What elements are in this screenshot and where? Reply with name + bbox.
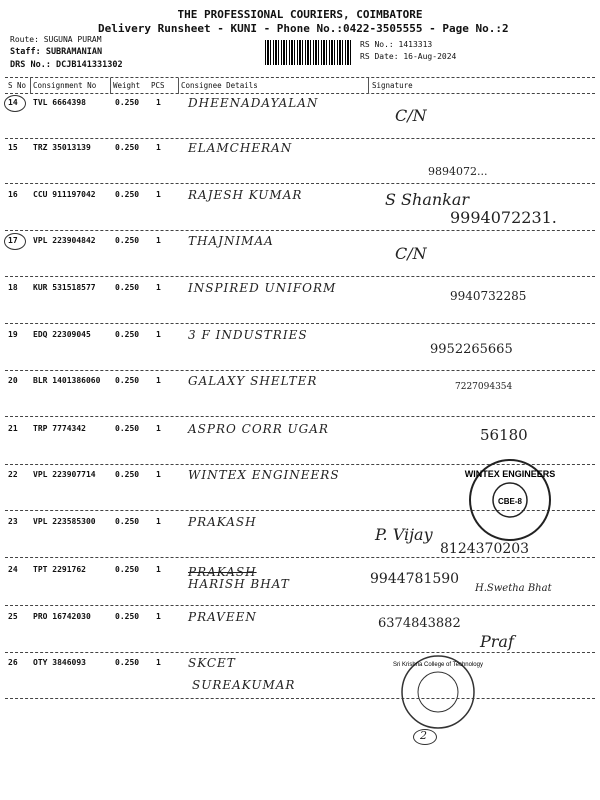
row-consignment: VPL 223904842: [33, 236, 96, 245]
row-pcs: 1: [156, 565, 161, 574]
row-consignee: RAJESH KUMAR: [188, 188, 303, 202]
row-sno: 20: [8, 376, 18, 385]
row-phone: 9940732285: [450, 289, 527, 303]
row-signature: S Shankar: [385, 190, 470, 209]
row-sno: 16: [8, 190, 18, 199]
row-signature: C/N: [395, 106, 427, 125]
row-sno: 21: [8, 424, 18, 433]
struck-consignee: PRAKASH: [188, 565, 257, 579]
row-consignment: VPL 223907714: [33, 470, 96, 479]
row-weight: 0.250: [115, 283, 140, 292]
row-consignee: HARISH BHAT: [188, 577, 290, 591]
row-weight: 0.250: [115, 330, 140, 339]
wintex-stamp-text: WINTEX ENGINEERS: [464, 469, 556, 479]
row-pcs: 1: [156, 424, 161, 433]
row-pcs: 1: [156, 190, 161, 199]
row-divider: [5, 605, 595, 606]
rs-number: RS No.: 1413313: [360, 40, 433, 49]
row-weight: 0.250: [115, 143, 140, 152]
wintex-stamp: [465, 455, 555, 545]
row-weight: 0.250: [115, 612, 140, 621]
col-signature: Signature: [372, 81, 413, 90]
row-phone: 9944781590: [370, 571, 460, 587]
row-divider: [5, 370, 595, 371]
row-consignee: PRAKASH: [188, 515, 257, 529]
col-divider: [178, 78, 179, 94]
row-sno: 19: [8, 330, 18, 339]
row-divider: [5, 416, 595, 417]
row-weight: 0.250: [115, 517, 140, 526]
col-consignee: Consignee Details: [181, 81, 258, 90]
row-sno: 25: [8, 612, 18, 621]
row-weight: 0.250: [115, 98, 140, 107]
row-consignee: ASPRO CORR UGAR: [188, 422, 329, 436]
row-divider: [5, 276, 595, 277]
row-consignee: SKCET: [188, 656, 236, 670]
row-consignment: TRZ 35013139: [33, 143, 91, 152]
college-stamp: [393, 652, 483, 732]
row-sno: 17: [8, 236, 18, 245]
row-sno: 18: [8, 283, 18, 292]
col-divider: [110, 78, 111, 94]
row-pcs: 1: [156, 283, 161, 292]
row-pcs: 1: [156, 658, 161, 667]
row-signature: Praf: [480, 632, 514, 651]
row-weight: 0.250: [115, 565, 140, 574]
row-pcs: 1: [156, 517, 161, 526]
row-weight: 0.250: [115, 424, 140, 433]
table-top-rule: [5, 77, 595, 78]
row-phone: 9894072...: [428, 165, 488, 178]
col-sno: S No: [8, 81, 27, 90]
row-sno: 24: [8, 565, 18, 574]
consignee-second-line: SUREAKUMAR: [192, 678, 296, 692]
staff-label: Staff: SUBRAMANIAN: [10, 47, 103, 57]
row-divider: [5, 557, 595, 558]
row-sno: 15: [8, 143, 18, 152]
row-weight: 0.250: [115, 470, 140, 479]
row-pcs: 1: [156, 376, 161, 385]
row-pcs: 1: [156, 236, 161, 245]
table-header-rule: [5, 93, 595, 94]
row-signature: C/N: [395, 244, 427, 263]
row-consignee: WINTEX ENGINEERS: [188, 468, 340, 482]
col-divider: [30, 78, 31, 94]
row-consignee: PRAVEEN: [188, 610, 257, 624]
row-consignment: KUR 531518577: [33, 283, 96, 292]
row-sno: 22: [8, 470, 18, 479]
row-divider: [5, 138, 595, 139]
barcode: [265, 40, 353, 65]
row-sno: 14: [8, 98, 18, 107]
row-weight: 0.250: [115, 190, 140, 199]
row-divider: [5, 323, 595, 324]
row-consignment: PRO 16742030: [33, 612, 91, 621]
row-phone: 6374843882: [378, 616, 461, 631]
row-consignee: GALAXY SHELTER: [188, 374, 318, 388]
row-consignee: THAJNIMAA: [188, 234, 274, 248]
row-divider: [5, 183, 595, 184]
row-pcs: 1: [156, 470, 161, 479]
row-sno: 23: [8, 517, 18, 526]
row-signature: P. Vijay: [375, 525, 433, 544]
rs-date: RS Date: 16-Aug-2024: [360, 52, 457, 61]
row-consignment: TRP 7774342: [33, 424, 86, 433]
wintex-stamp-inner: CBE-8: [497, 497, 523, 506]
row-consignee: ELAMCHERAN: [188, 141, 293, 155]
row-sno: 26: [8, 658, 18, 667]
row-consignment: TPT 2291762: [33, 565, 86, 574]
row-consignee: INSPIRED UNIFORM: [188, 281, 337, 295]
row-consignment: BLR 1401386060: [33, 376, 101, 385]
row-weight: 0.250: [115, 658, 140, 667]
col-divider: [368, 78, 369, 94]
row-consignment: OTY 3846093: [33, 658, 86, 667]
row-pcs: 1: [156, 330, 161, 339]
row-phone: 7227094354: [455, 382, 513, 392]
col-consignment: Consignment No: [33, 81, 97, 90]
row-divider: [5, 230, 595, 231]
row-phone: 9952265665: [430, 342, 513, 357]
col-pcs: PCS: [151, 81, 165, 90]
company-title: THE PROFESSIONAL COURIERS, COIMBATORE: [177, 8, 423, 21]
drs-number: DRS No.: DCJB141331302: [10, 60, 123, 70]
row-weight: 0.250: [115, 236, 140, 245]
row-phone: 9994072231.: [450, 208, 557, 227]
row-phone: 56180: [480, 426, 528, 444]
row-weight: 0.250: [115, 376, 140, 385]
row-phone: 8124370203: [440, 541, 530, 557]
row-pcs: 1: [156, 98, 161, 107]
page-mark: 2: [420, 729, 427, 742]
row-consignment: EDQ 22309045: [33, 330, 91, 339]
college-stamp-text: Sri Krishna College of Technology: [393, 662, 483, 668]
row-consignee: 3 F INDUSTRIES: [188, 328, 308, 342]
row-consignment: CCU 911197042: [33, 190, 96, 199]
row-consignment: VPL 223585300: [33, 517, 96, 526]
row-consignment: TVL 6664398: [33, 98, 86, 107]
row-divider: [5, 698, 595, 699]
row-consignee: DHEENADAYALAN: [188, 96, 319, 110]
row-signature: H.Swetha Bhat: [475, 583, 552, 594]
route-label: Route: SUGUNA PURAM: [10, 35, 102, 44]
row-pcs: 1: [156, 143, 161, 152]
runsheet-title: Delivery Runsheet - KUNI - Phone No.:0422-3505555 - Page No.:2: [98, 22, 509, 35]
row-divider: [5, 652, 595, 653]
col-weight: Weight: [113, 81, 141, 90]
row-pcs: 1: [156, 612, 161, 621]
